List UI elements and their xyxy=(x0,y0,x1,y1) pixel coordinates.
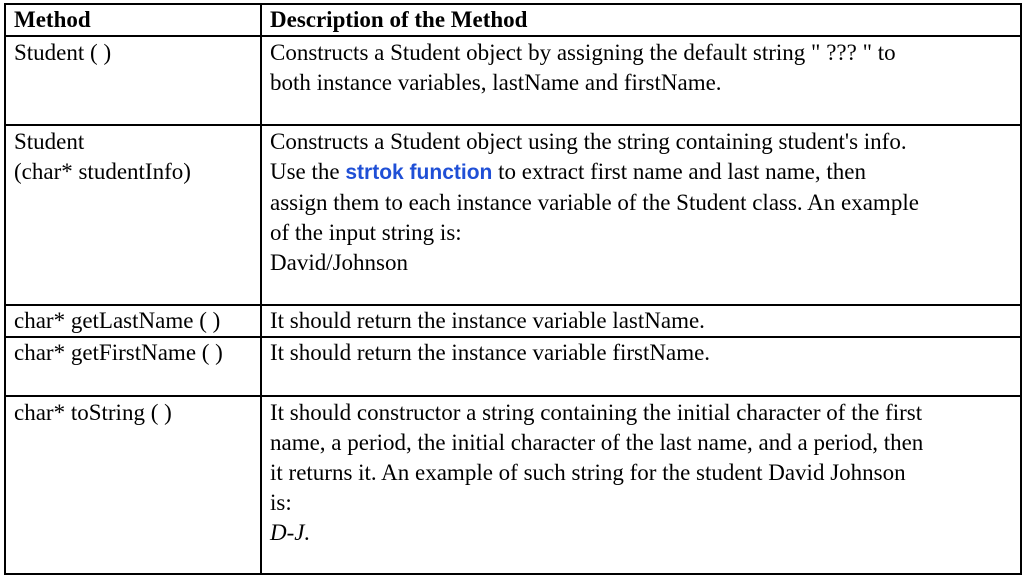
description-line: It should return the instance variable firstName. xyxy=(270,340,711,365)
method-name: char* getFirstName ( ) xyxy=(14,340,223,365)
description-line: Constructs a Student object using the string containing student's info. xyxy=(270,129,907,154)
method-name: Student ( ) xyxy=(14,40,112,65)
description-cell xyxy=(261,125,1021,305)
table-row-get-last-name xyxy=(5,305,1021,337)
description-cell xyxy=(261,305,1021,337)
description-line: It should return the instance variable lastName. xyxy=(270,308,705,333)
description-cell xyxy=(261,36,1021,125)
table-row-get-first-name xyxy=(5,337,1021,396)
description-line: both instance variables, lastName and firstName. xyxy=(270,70,722,95)
method-name: char* toString ( ) xyxy=(14,400,172,425)
description-line: name, a period, the initial character of the last name, and a period, then xyxy=(270,430,924,455)
example-input-string: David/Johnson xyxy=(270,250,408,275)
table-header-row xyxy=(5,4,1021,36)
method-name: char* getLastName ( ) xyxy=(14,308,221,333)
description-line: Constructs a Student object by assigning the default string " ??? " to xyxy=(270,40,896,65)
method-description-document xyxy=(4,3,1020,583)
method-name: Student xyxy=(14,129,85,154)
description-line: is: xyxy=(270,490,292,515)
method-parameter: (char* studentInfo) xyxy=(14,159,191,184)
table-row-to-string xyxy=(5,396,1021,574)
description-line: it returns it. An example of such string for the student David Johnson xyxy=(270,460,906,485)
method-cell xyxy=(5,305,261,337)
description-text: Use the xyxy=(270,159,346,184)
method-table xyxy=(4,3,1022,575)
header-method: Method xyxy=(5,4,261,36)
description-line-with-highlight xyxy=(270,157,1012,188)
table-row-student-default xyxy=(5,36,1021,125)
description-cell xyxy=(261,396,1021,574)
description-text: to extract first name and last name, then xyxy=(492,159,866,184)
table-row-student-info xyxy=(5,125,1021,305)
description-line: It should constructor a string containing the initial character of the first xyxy=(270,400,923,425)
header-description: Description of the Method xyxy=(261,4,1021,36)
method-cell xyxy=(5,36,261,125)
strtok-function-highlight: strtok function xyxy=(345,161,493,184)
description-line: of the input string is: xyxy=(270,220,462,245)
method-cell xyxy=(5,337,261,396)
method-cell xyxy=(5,125,261,305)
example-output-string: D-J. xyxy=(270,520,311,545)
description-cell xyxy=(261,337,1021,396)
method-cell xyxy=(5,396,261,574)
description-line: assign them to each instance variable of the Student class. An example xyxy=(270,190,919,215)
